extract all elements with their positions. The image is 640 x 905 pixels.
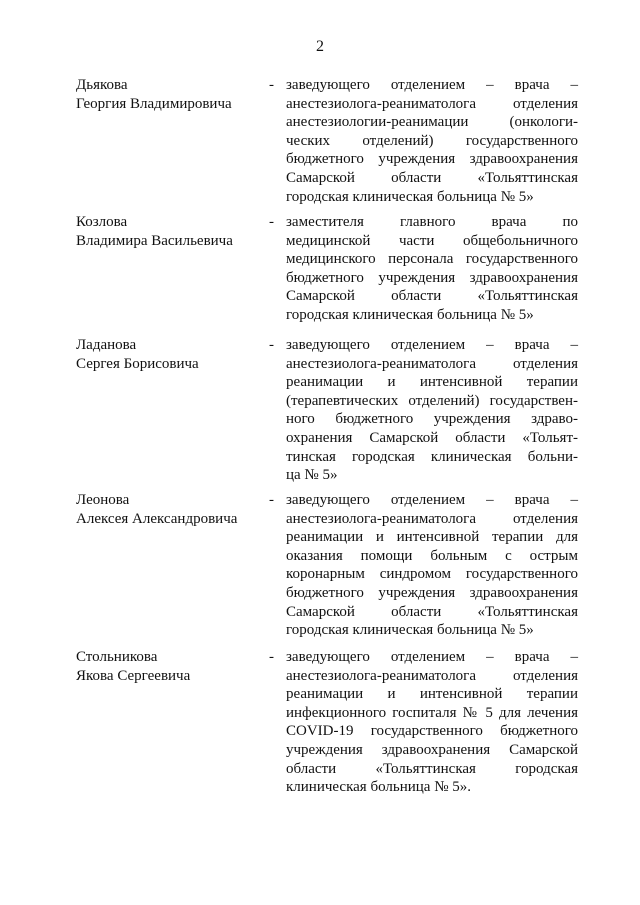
person-name: [76, 213, 266, 250]
person-surname: Стольникова: [76, 649, 158, 665]
position-line: городская клиническая больница № 5»: [286, 188, 534, 205]
position-line: тинская городская клиническая больни-: [286, 448, 578, 465]
position-line: бюджетного учреждения здравоохранения: [286, 151, 578, 168]
position-line: COVID-19 государственного бюджетного: [286, 723, 578, 740]
position-line: ного бюджетного учреждения здраво-: [286, 411, 578, 428]
position-line: учреждения здравоохранения Самарской: [286, 741, 578, 758]
position-line: заведующего отделением – врача –: [286, 77, 578, 93]
separator-dash: -: [269, 77, 274, 93]
position-line: реанимации и интенсивной терапии: [286, 686, 578, 703]
position-line: анестезиолога-реаниматолога отделения: [286, 510, 578, 527]
position-line: ца № 5»: [286, 467, 338, 484]
position-line: анестезиологии-реанимации (онкологи-: [286, 114, 578, 131]
position-line: реанимации и интенсивной терапии для: [286, 529, 578, 546]
position-description: [286, 648, 578, 797]
person-given-names: Георгия Владимировича: [76, 95, 232, 112]
page-number: 2: [316, 38, 324, 55]
position-line: заведующего отделением – врача –: [286, 492, 578, 508]
person-name: [76, 76, 266, 113]
person-surname: Козлова: [76, 214, 128, 230]
position-line: реанимации и интенсивной терапии: [286, 374, 578, 391]
position-line: клиническая больница № 5».: [286, 779, 472, 796]
position-line: ческих отделений) государственного: [286, 132, 578, 149]
separator-dash: -: [269, 214, 274, 230]
person-name: [76, 336, 266, 373]
position-line: заведующего отделением – врача –: [286, 649, 578, 665]
position-line: области «Тольяттинская городская: [286, 760, 578, 777]
person-given-names: Якова Сергеевича: [76, 667, 191, 684]
separator-dash: -: [269, 492, 274, 508]
person-name: [76, 648, 266, 685]
position-description: [286, 76, 578, 206]
person-name: [76, 491, 266, 528]
position-line: охранения Самарской области «Тольят-: [286, 429, 578, 446]
position-line: (терапевтических отделений) государствен-: [286, 392, 578, 409]
position-line: коронарным синдромом государственного: [286, 566, 578, 583]
position-description: [286, 336, 578, 485]
position-description: [286, 213, 578, 325]
position-line: анестезиолога-реаниматолога отделения: [286, 667, 578, 684]
position-line: Самарской области «Тольяттинская: [286, 288, 578, 305]
separator-dash: -: [269, 337, 274, 353]
position-line: городская клиническая больница № 5»: [286, 622, 534, 639]
position-line: городская клиническая больница № 5»: [286, 306, 534, 323]
position-line: бюджетного учреждения здравоохранения: [286, 269, 578, 286]
person-given-names: Алексея Александровича: [76, 510, 238, 527]
position-line: заместителя главного врача по: [286, 214, 578, 230]
position-line: медицинского персонала государственного: [286, 251, 578, 268]
person-given-names: Владимира Васильевича: [76, 232, 233, 249]
person-surname: Леонова: [76, 492, 130, 508]
position-line: анестезиолога-реаниматолога отделения: [286, 95, 578, 112]
position-line: бюджетного учреждения здравоохранения: [286, 584, 578, 601]
position-line: заведующего отделением – врача –: [286, 337, 578, 353]
position-description: [286, 491, 578, 640]
person-surname: Дьякова: [76, 77, 128, 93]
position-line: Самарской области «Тольяттинская: [286, 169, 578, 186]
separator-dash: -: [269, 649, 274, 665]
position-line: инфекционного госпиталя № 5 для лечения: [286, 704, 578, 721]
position-line: оказания помощи больным с острым: [286, 547, 578, 564]
person-given-names: Сергея Борисовича: [76, 355, 199, 372]
person-surname: Ладанова: [76, 337, 137, 353]
position-line: Самарской области «Тольяттинская: [286, 603, 578, 620]
position-line: анестезиолога-реаниматолога отделения: [286, 355, 578, 372]
position-line: медицинской части общебольничного: [286, 232, 578, 249]
